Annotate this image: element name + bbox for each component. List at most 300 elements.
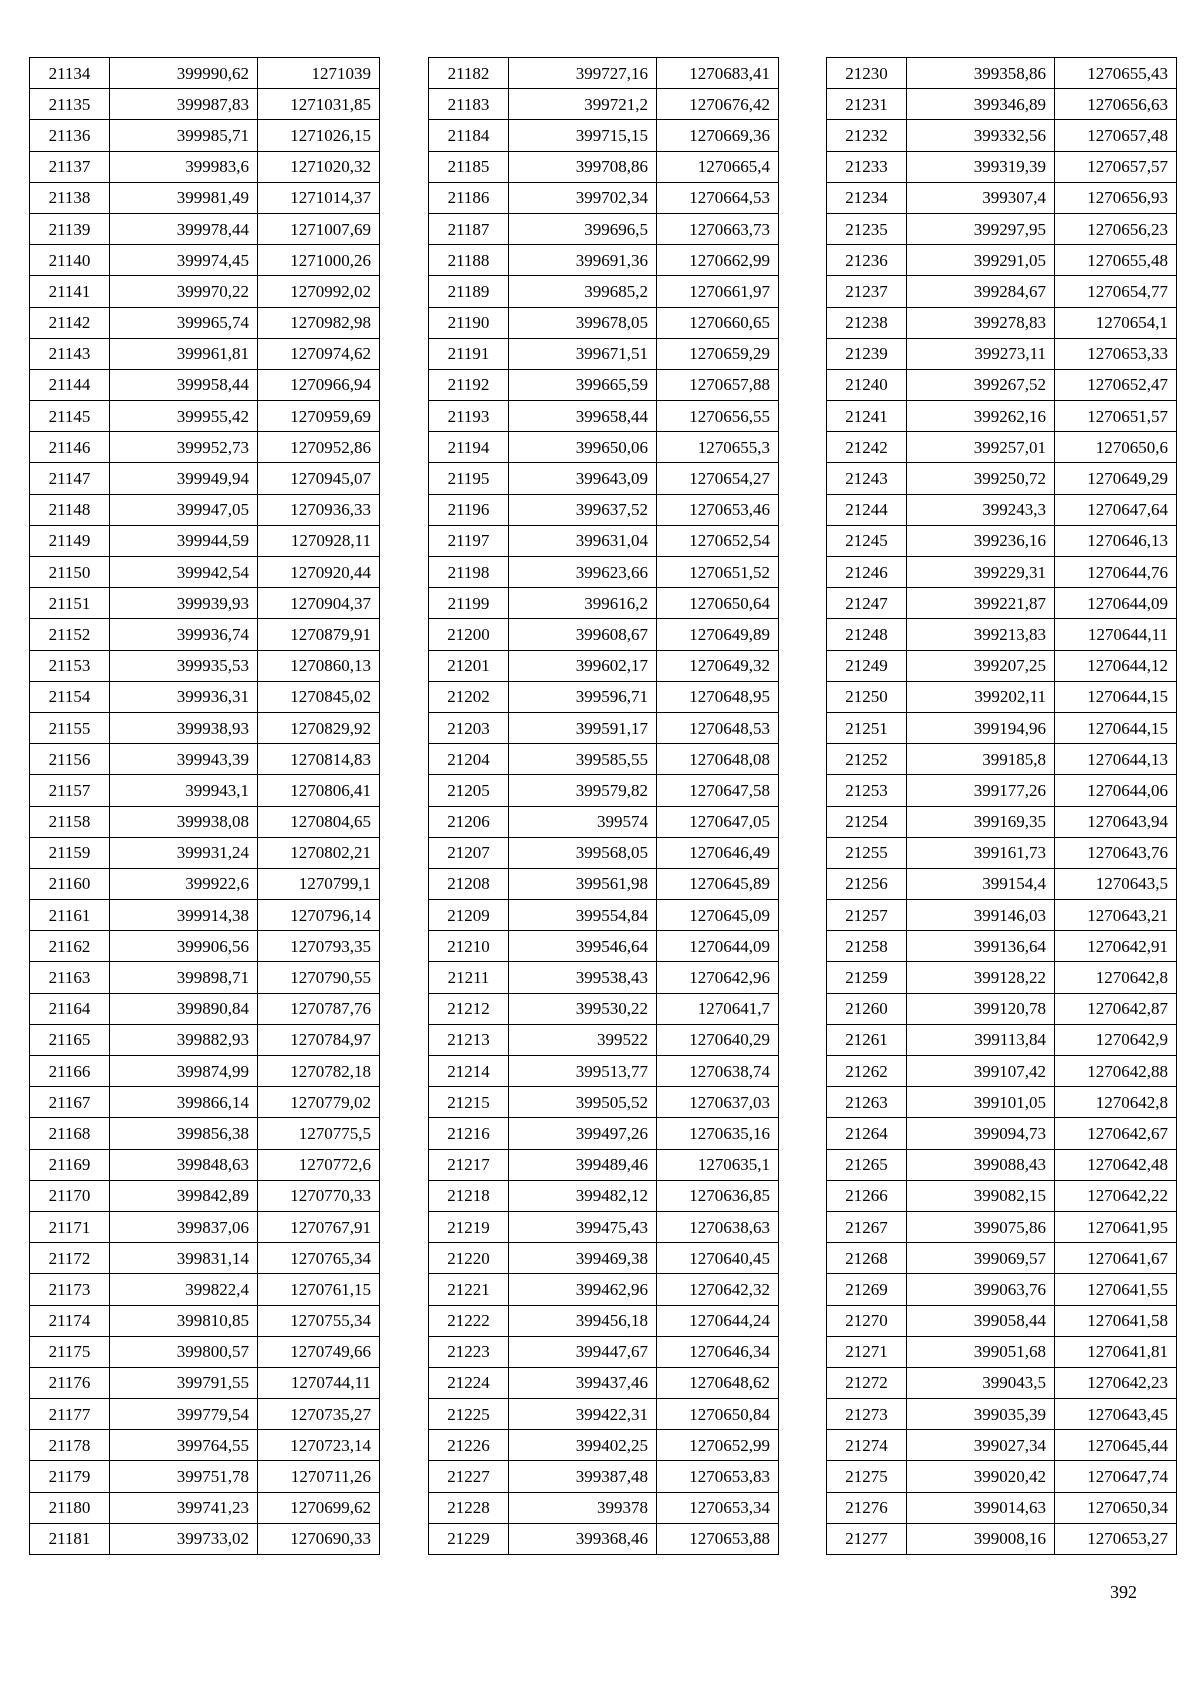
x-coordinate-cell: 399961,81 <box>110 338 258 369</box>
x-coordinate-cell: 399949,94 <box>110 463 258 494</box>
point-number-cell: 21250 <box>827 681 907 712</box>
x-coordinate-cell: 399568,05 <box>509 837 657 868</box>
table-row <box>429 1399 779 1430</box>
point-number-cell: 21265 <box>827 1149 907 1180</box>
y-coordinate-cell: 1270648,95 <box>657 681 779 712</box>
point-number-cell: 21174 <box>30 1305 110 1336</box>
table-row <box>827 151 1177 182</box>
y-coordinate-cell: 1270804,65 <box>258 806 380 837</box>
point-number-cell: 21235 <box>827 213 907 244</box>
x-coordinate-cell: 399236,16 <box>907 525 1055 556</box>
point-number-cell: 21183 <box>429 89 509 120</box>
y-coordinate-cell: 1270779,02 <box>258 1087 380 1118</box>
point-number-cell: 21205 <box>429 775 509 806</box>
y-coordinate-cell: 1270653,46 <box>657 494 779 525</box>
point-number-cell: 21134 <box>30 58 110 89</box>
table-row <box>30 245 380 276</box>
table-row <box>827 1305 1177 1336</box>
point-number-cell: 21258 <box>827 931 907 962</box>
x-coordinate-cell: 399623,66 <box>509 557 657 588</box>
y-coordinate-cell: 1270641,58 <box>1055 1305 1177 1336</box>
x-coordinate-cell: 399981,49 <box>110 182 258 213</box>
point-number-cell: 21239 <box>827 338 907 369</box>
x-coordinate-cell: 399136,64 <box>907 931 1055 962</box>
table-row <box>429 151 779 182</box>
point-number-cell: 21148 <box>30 494 110 525</box>
y-coordinate-cell: 1270636,85 <box>657 1180 779 1211</box>
table-row <box>429 931 779 962</box>
x-coordinate-cell: 399741,23 <box>110 1492 258 1523</box>
point-number-cell: 21228 <box>429 1492 509 1523</box>
point-number-cell: 21149 <box>30 525 110 556</box>
point-number-cell: 21276 <box>827 1492 907 1523</box>
point-number-cell: 21246 <box>827 557 907 588</box>
y-coordinate-cell: 1270749,66 <box>258 1336 380 1367</box>
table-row <box>30 58 380 89</box>
x-coordinate-cell: 399120,78 <box>907 993 1055 1024</box>
table-row <box>429 213 779 244</box>
table-row <box>429 1211 779 1242</box>
x-coordinate-cell: 399291,05 <box>907 245 1055 276</box>
table-row <box>30 89 380 120</box>
x-coordinate-cell: 399978,44 <box>110 213 258 244</box>
point-number-cell: 21266 <box>827 1180 907 1211</box>
table-row <box>30 432 380 463</box>
y-coordinate-cell: 1270642,9 <box>1055 1024 1177 1055</box>
y-coordinate-cell: 1270643,94 <box>1055 806 1177 837</box>
point-number-cell: 21218 <box>429 1180 509 1211</box>
table-row <box>827 962 1177 993</box>
table-row <box>827 868 1177 899</box>
table-row <box>429 1336 779 1367</box>
point-number-cell: 21156 <box>30 744 110 775</box>
point-number-cell: 21173 <box>30 1274 110 1305</box>
point-number-cell: 21154 <box>30 681 110 712</box>
y-coordinate-cell: 1270657,57 <box>1055 151 1177 182</box>
x-coordinate-cell: 399574 <box>509 806 657 837</box>
table-row <box>30 868 380 899</box>
x-coordinate-cell: 399936,31 <box>110 681 258 712</box>
table-row <box>429 650 779 681</box>
table-row <box>429 775 779 806</box>
table-row <box>30 837 380 868</box>
point-number-cell: 21146 <box>30 432 110 463</box>
y-coordinate-cell: 1270644,76 <box>1055 557 1177 588</box>
y-coordinate-cell: 1271026,15 <box>258 120 380 151</box>
table-row <box>30 1118 380 1149</box>
y-coordinate-cell: 1270790,55 <box>258 962 380 993</box>
point-number-cell: 21253 <box>827 775 907 806</box>
x-coordinate-cell: 399368,46 <box>509 1523 657 1554</box>
table-row <box>429 1461 779 1492</box>
table-row <box>827 1180 1177 1211</box>
x-coordinate-cell: 399764,55 <box>110 1430 258 1461</box>
point-number-cell: 21138 <box>30 182 110 213</box>
table-row <box>827 182 1177 213</box>
table-row <box>827 806 1177 837</box>
y-coordinate-cell: 1270945,07 <box>258 463 380 494</box>
x-coordinate-cell: 399938,93 <box>110 712 258 743</box>
y-coordinate-cell: 1270640,29 <box>657 1024 779 1055</box>
x-coordinate-cell: 399402,25 <box>509 1430 657 1461</box>
x-coordinate-cell: 399856,38 <box>110 1118 258 1149</box>
x-coordinate-cell: 399014,63 <box>907 1492 1055 1523</box>
x-coordinate-cell: 399965,74 <box>110 307 258 338</box>
x-coordinate-cell: 399702,34 <box>509 182 657 213</box>
table-row <box>30 1523 380 1554</box>
table-row <box>429 276 779 307</box>
table-row <box>30 307 380 338</box>
x-coordinate-cell: 399579,82 <box>509 775 657 806</box>
table-row <box>429 401 779 432</box>
x-coordinate-cell: 399207,25 <box>907 650 1055 681</box>
table-row <box>827 401 1177 432</box>
y-coordinate-cell: 1270661,97 <box>657 276 779 307</box>
table-row <box>30 1367 380 1398</box>
point-number-cell: 21195 <box>429 463 509 494</box>
y-coordinate-cell: 1270664,53 <box>657 182 779 213</box>
y-coordinate-cell: 1270660,65 <box>657 307 779 338</box>
table-row <box>30 182 380 213</box>
x-coordinate-cell: 399257,01 <box>907 432 1055 463</box>
y-coordinate-cell: 1270770,33 <box>258 1180 380 1211</box>
x-coordinate-cell: 399128,22 <box>907 962 1055 993</box>
table-row <box>827 1399 1177 1430</box>
y-coordinate-cell: 1270647,74 <box>1055 1461 1177 1492</box>
x-coordinate-cell: 399938,08 <box>110 806 258 837</box>
x-coordinate-cell: 399358,86 <box>907 58 1055 89</box>
point-number-cell: 21226 <box>429 1430 509 1461</box>
x-coordinate-cell: 399101,05 <box>907 1087 1055 1118</box>
y-coordinate-cell: 1270669,36 <box>657 120 779 151</box>
x-coordinate-cell: 399456,18 <box>509 1305 657 1336</box>
point-number-cell: 21203 <box>429 712 509 743</box>
y-coordinate-cell: 1270641,67 <box>1055 1243 1177 1274</box>
x-coordinate-cell: 399273,11 <box>907 338 1055 369</box>
x-coordinate-cell: 399658,44 <box>509 401 657 432</box>
table-row <box>30 619 380 650</box>
y-coordinate-cell: 1270644,15 <box>1055 681 1177 712</box>
y-coordinate-cell: 1270656,55 <box>657 401 779 432</box>
x-coordinate-cell: 399691,36 <box>509 245 657 276</box>
point-number-cell: 21223 <box>429 1336 509 1367</box>
x-coordinate-cell: 399678,05 <box>509 307 657 338</box>
y-coordinate-cell: 1270959,69 <box>258 401 380 432</box>
point-number-cell: 21248 <box>827 619 907 650</box>
y-coordinate-cell: 1270652,47 <box>1055 369 1177 400</box>
y-coordinate-cell: 1270654,27 <box>657 463 779 494</box>
point-number-cell: 21252 <box>827 744 907 775</box>
x-coordinate-cell: 399608,67 <box>509 619 657 650</box>
y-coordinate-cell: 1270676,42 <box>657 89 779 120</box>
point-number-cell: 21207 <box>429 837 509 868</box>
x-coordinate-cell: 399169,35 <box>907 806 1055 837</box>
y-coordinate-cell: 1270653,27 <box>1055 1523 1177 1554</box>
y-coordinate-cell: 1270644,06 <box>1055 775 1177 806</box>
table-row <box>429 89 779 120</box>
table-row <box>827 120 1177 151</box>
x-coordinate-cell: 399631,04 <box>509 525 657 556</box>
y-coordinate-cell: 1270643,45 <box>1055 1399 1177 1430</box>
table-row <box>30 1399 380 1430</box>
x-coordinate-cell: 399008,16 <box>907 1523 1055 1554</box>
x-coordinate-cell: 399637,52 <box>509 494 657 525</box>
table-row <box>30 151 380 182</box>
table-row <box>30 1492 380 1523</box>
point-number-cell: 21214 <box>429 1056 509 1087</box>
point-number-cell: 21150 <box>30 557 110 588</box>
x-coordinate-cell: 399063,76 <box>907 1274 1055 1305</box>
y-coordinate-cell: 1270655,43 <box>1055 58 1177 89</box>
table-row <box>30 1149 380 1180</box>
y-coordinate-cell: 1270647,64 <box>1055 494 1177 525</box>
y-coordinate-cell: 1270642,32 <box>657 1274 779 1305</box>
x-coordinate-cell: 399194,96 <box>907 712 1055 743</box>
y-coordinate-cell: 1270645,09 <box>657 900 779 931</box>
table-row <box>429 806 779 837</box>
x-coordinate-cell: 399243,3 <box>907 494 1055 525</box>
table-row <box>30 1305 380 1336</box>
x-coordinate-cell: 399955,42 <box>110 401 258 432</box>
point-number-cell: 21255 <box>827 837 907 868</box>
x-coordinate-cell: 399848,63 <box>110 1149 258 1180</box>
y-coordinate-cell: 1270642,48 <box>1055 1149 1177 1180</box>
x-coordinate-cell: 399154,4 <box>907 868 1055 899</box>
point-number-cell: 21176 <box>30 1367 110 1398</box>
x-coordinate-cell: 399051,68 <box>907 1336 1055 1367</box>
table-row <box>429 1523 779 1554</box>
x-coordinate-cell: 399069,57 <box>907 1243 1055 1274</box>
x-coordinate-cell: 399475,43 <box>509 1211 657 1242</box>
x-coordinate-cell: 399952,73 <box>110 432 258 463</box>
x-coordinate-cell: 399800,57 <box>110 1336 258 1367</box>
y-coordinate-cell: 1270772,6 <box>258 1149 380 1180</box>
y-coordinate-cell: 1270952,86 <box>258 432 380 463</box>
table-row <box>827 712 1177 743</box>
table-row <box>827 525 1177 556</box>
y-coordinate-cell: 1270656,23 <box>1055 213 1177 244</box>
y-coordinate-cell: 1270650,6 <box>1055 432 1177 463</box>
point-number-cell: 21135 <box>30 89 110 120</box>
x-coordinate-cell: 399874,99 <box>110 1056 258 1087</box>
y-coordinate-cell: 1270992,02 <box>258 276 380 307</box>
x-coordinate-cell: 399319,39 <box>907 151 1055 182</box>
x-coordinate-cell: 399020,42 <box>907 1461 1055 1492</box>
x-coordinate-cell: 399497,26 <box>509 1118 657 1149</box>
table-row <box>827 1430 1177 1461</box>
x-coordinate-cell: 399922,6 <box>110 868 258 899</box>
point-number-cell: 21189 <box>429 276 509 307</box>
table-row <box>827 58 1177 89</box>
point-number-cell: 21243 <box>827 463 907 494</box>
table-row <box>429 962 779 993</box>
point-number-cell: 21206 <box>429 806 509 837</box>
table-row <box>429 1305 779 1336</box>
y-coordinate-cell: 1270648,53 <box>657 712 779 743</box>
y-coordinate-cell: 1270784,97 <box>258 1024 380 1055</box>
table-row <box>827 1211 1177 1242</box>
x-coordinate-cell: 399161,73 <box>907 837 1055 868</box>
y-coordinate-cell: 1270657,48 <box>1055 120 1177 151</box>
y-coordinate-cell: 1270642,67 <box>1055 1118 1177 1149</box>
point-number-cell: 21143 <box>30 338 110 369</box>
point-number-cell: 21242 <box>827 432 907 463</box>
y-coordinate-cell: 1270652,54 <box>657 525 779 556</box>
x-coordinate-cell: 399538,43 <box>509 962 657 993</box>
point-number-cell: 21194 <box>429 432 509 463</box>
table-row <box>429 557 779 588</box>
table-row <box>827 557 1177 588</box>
point-number-cell: 21249 <box>827 650 907 681</box>
table-row <box>429 463 779 494</box>
x-coordinate-cell: 399942,54 <box>110 557 258 588</box>
table-row <box>30 276 380 307</box>
x-coordinate-cell: 399221,87 <box>907 588 1055 619</box>
y-coordinate-cell: 1270657,88 <box>657 369 779 400</box>
x-coordinate-cell: 399779,54 <box>110 1399 258 1430</box>
point-number-cell: 21260 <box>827 993 907 1024</box>
x-coordinate-cell: 399990,62 <box>110 58 258 89</box>
x-coordinate-cell: 399469,38 <box>509 1243 657 1274</box>
x-coordinate-cell: 399650,06 <box>509 432 657 463</box>
y-coordinate-cell: 1270653,34 <box>657 1492 779 1523</box>
point-number-cell: 21200 <box>429 619 509 650</box>
table-row <box>429 1087 779 1118</box>
x-coordinate-cell: 399267,52 <box>907 369 1055 400</box>
table-row <box>827 1492 1177 1523</box>
y-coordinate-cell: 1270648,62 <box>657 1367 779 1398</box>
x-coordinate-cell: 399866,14 <box>110 1087 258 1118</box>
x-coordinate-cell: 399482,12 <box>509 1180 657 1211</box>
table-row <box>827 338 1177 369</box>
coordinate-table-3 <box>826 57 1177 1555</box>
point-number-cell: 21227 <box>429 1461 509 1492</box>
point-number-cell: 21201 <box>429 650 509 681</box>
point-number-cell: 21137 <box>30 151 110 182</box>
table-row <box>827 1336 1177 1367</box>
table-row <box>429 1243 779 1274</box>
table-row <box>429 120 779 151</box>
y-coordinate-cell: 1270982,98 <box>258 307 380 338</box>
point-number-cell: 21238 <box>827 307 907 338</box>
table-row <box>30 806 380 837</box>
point-number-cell: 21187 <box>429 213 509 244</box>
x-coordinate-cell: 399229,31 <box>907 557 1055 588</box>
point-number-cell: 21210 <box>429 931 509 962</box>
table-row <box>429 432 779 463</box>
x-coordinate-cell: 399931,24 <box>110 837 258 868</box>
y-coordinate-cell: 1270775,5 <box>258 1118 380 1149</box>
point-number-cell: 21221 <box>429 1274 509 1305</box>
x-coordinate-cell: 399489,46 <box>509 1149 657 1180</box>
point-number-cell: 21169 <box>30 1149 110 1180</box>
y-coordinate-cell: 1270649,89 <box>657 619 779 650</box>
x-coordinate-cell: 399842,89 <box>110 1180 258 1211</box>
y-coordinate-cell: 1270782,18 <box>258 1056 380 1087</box>
point-number-cell: 21191 <box>429 338 509 369</box>
table-row <box>30 681 380 712</box>
table-row <box>827 1024 1177 1055</box>
table-row <box>429 1274 779 1305</box>
point-number-cell: 21198 <box>429 557 509 588</box>
point-number-cell: 21277 <box>827 1523 907 1554</box>
x-coordinate-cell: 399791,55 <box>110 1367 258 1398</box>
point-number-cell: 21234 <box>827 182 907 213</box>
table-row <box>827 245 1177 276</box>
y-coordinate-cell: 1270936,33 <box>258 494 380 525</box>
x-coordinate-cell: 399202,11 <box>907 681 1055 712</box>
point-number-cell: 21236 <box>827 245 907 276</box>
table-row <box>429 837 779 868</box>
table-row <box>30 712 380 743</box>
x-coordinate-cell: 399970,22 <box>110 276 258 307</box>
y-coordinate-cell: 1270920,44 <box>258 557 380 588</box>
point-number-cell: 21208 <box>429 868 509 899</box>
y-coordinate-cell: 1270651,52 <box>657 557 779 588</box>
point-number-cell: 21244 <box>827 494 907 525</box>
point-number-cell: 21182 <box>429 58 509 89</box>
table-row <box>429 1118 779 1149</box>
point-number-cell: 21155 <box>30 712 110 743</box>
table-row <box>30 1024 380 1055</box>
table-row <box>429 1149 779 1180</box>
x-coordinate-cell: 399462,96 <box>509 1274 657 1305</box>
y-coordinate-cell: 1270643,21 <box>1055 900 1177 931</box>
table-row <box>429 245 779 276</box>
point-number-cell: 21188 <box>429 245 509 276</box>
point-number-cell: 21165 <box>30 1024 110 1055</box>
y-coordinate-cell: 1270974,62 <box>258 338 380 369</box>
x-coordinate-cell: 399043,5 <box>907 1367 1055 1398</box>
y-coordinate-cell: 1270767,91 <box>258 1211 380 1242</box>
table-row <box>429 681 779 712</box>
point-number-cell: 21193 <box>429 401 509 432</box>
point-number-cell: 21204 <box>429 744 509 775</box>
point-number-cell: 21229 <box>429 1523 509 1554</box>
y-coordinate-cell: 1270654,77 <box>1055 276 1177 307</box>
table-row <box>827 744 1177 775</box>
table-row <box>429 182 779 213</box>
y-coordinate-cell: 1270649,29 <box>1055 463 1177 494</box>
point-number-cell: 21233 <box>827 151 907 182</box>
y-coordinate-cell: 1271014,37 <box>258 182 380 213</box>
point-number-cell: 21161 <box>30 900 110 931</box>
table-row <box>827 1523 1177 1554</box>
y-coordinate-cell: 1270656,93 <box>1055 182 1177 213</box>
x-coordinate-cell: 399437,46 <box>509 1367 657 1398</box>
y-coordinate-cell: 1270644,12 <box>1055 650 1177 681</box>
table-row <box>827 837 1177 868</box>
point-number-cell: 21215 <box>429 1087 509 1118</box>
table-row <box>429 1367 779 1398</box>
table-row <box>827 775 1177 806</box>
point-number-cell: 21185 <box>429 151 509 182</box>
point-number-cell: 21241 <box>827 401 907 432</box>
table-row <box>827 307 1177 338</box>
y-coordinate-cell: 1270711,26 <box>258 1461 380 1492</box>
point-number-cell: 21202 <box>429 681 509 712</box>
y-coordinate-cell: 1270765,34 <box>258 1243 380 1274</box>
point-number-cell: 21179 <box>30 1461 110 1492</box>
table-row <box>429 588 779 619</box>
x-coordinate-cell: 399082,15 <box>907 1180 1055 1211</box>
point-number-cell: 21168 <box>30 1118 110 1149</box>
point-number-cell: 21232 <box>827 120 907 151</box>
point-number-cell: 21175 <box>30 1336 110 1367</box>
y-coordinate-cell: 1270642,22 <box>1055 1180 1177 1211</box>
x-coordinate-cell: 399822,4 <box>110 1274 258 1305</box>
table-row <box>30 1461 380 1492</box>
